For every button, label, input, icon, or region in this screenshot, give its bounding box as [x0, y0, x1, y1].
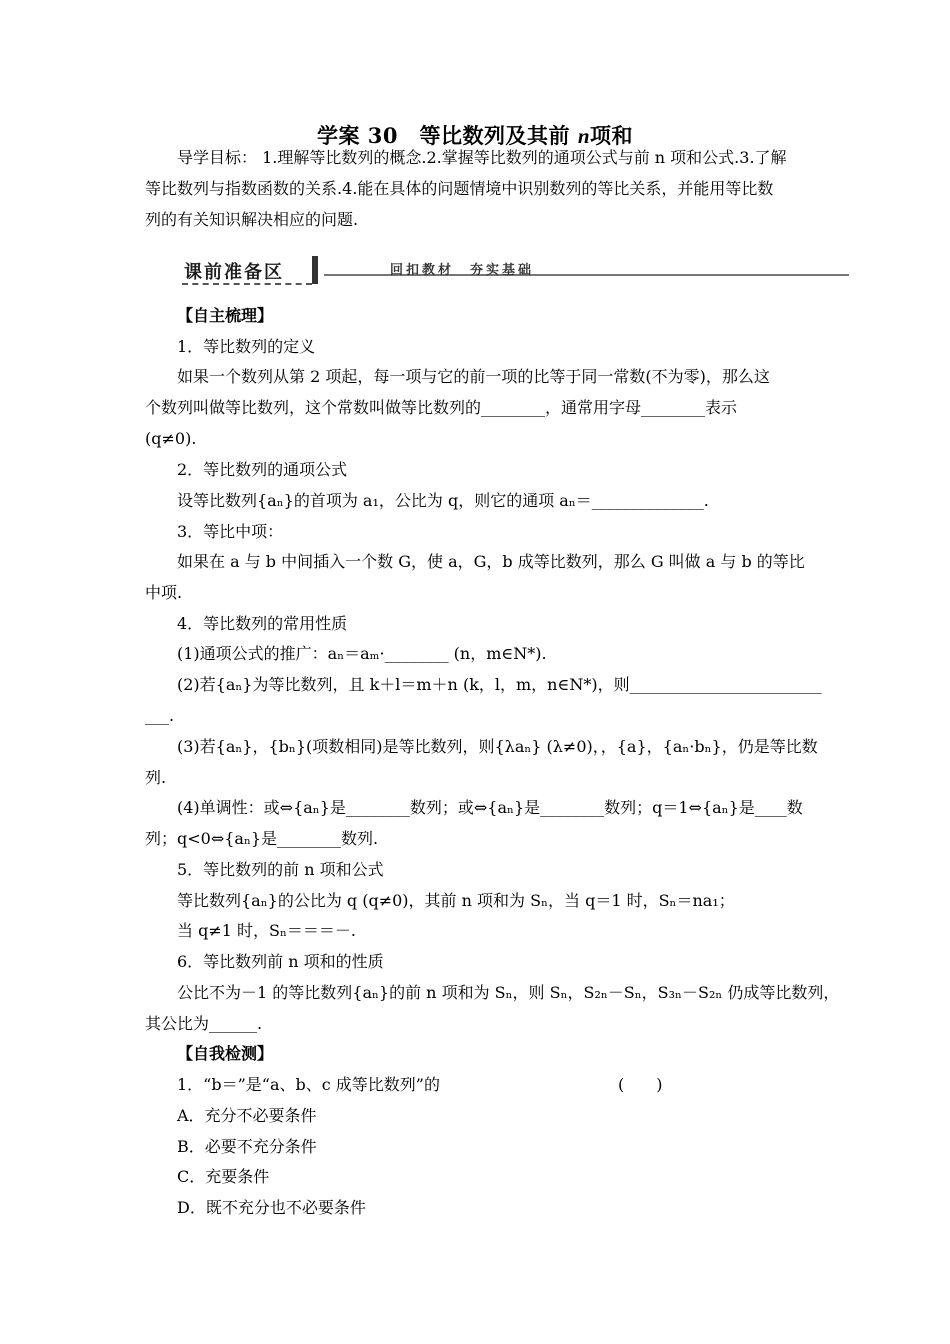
p4-item-1: (1)通项公式的推广：aₙ＝aₘ·________ (n，m∈N*). — [177, 644, 547, 663]
goals-line-3: 列的有关知识解决相应的问题. — [145, 210, 359, 229]
page-title — [0, 120, 950, 150]
q1-option-d: D．既不充分也不必要条件 — [177, 1198, 366, 1217]
p4-heading: 4．等比数列的常用性质 — [177, 614, 348, 633]
p5-line-2: 当 q≠1 时，Sₙ＝＝＝－. — [177, 921, 356, 940]
section-heading-review: 【自主梳理】 — [177, 306, 274, 325]
title-variable: n — [577, 124, 591, 148]
banner-title: 课前准备区 — [184, 262, 284, 283]
p1-heading: 1．等比数列的定义 — [177, 337, 316, 356]
section-banner — [174, 252, 854, 288]
p2-heading: 2．等比数列的通项公式 — [177, 460, 348, 479]
title-suffix: 项和 — [590, 123, 634, 148]
section-heading-test: 【自我检测】 — [177, 1044, 274, 1063]
p3-heading: 3．等比中项： — [177, 522, 284, 541]
q1-stem: 1．“b＝”是“a、b、c 成等比数列”的 — [177, 1075, 440, 1094]
p5-heading: 5．等比数列的前 n 项和公式 — [177, 860, 384, 879]
p1-line-2: 个数列叫做等比数列，这个常数叫做等比数列的________，通常用字母________表示 — [145, 398, 738, 417]
banner-divider-bar — [312, 256, 318, 284]
p4-item-3-line-1: (3)若{aₙ}，{bₙ}(项数相同)是等比数列，则{λaₙ} (λ≠0)，，{a}，{aₙ·bₙ}，仍是等比数 — [177, 737, 818, 756]
p1-line-3: (q≠0). — [145, 429, 197, 448]
q1-answer-bracket: ( ) — [618, 1075, 663, 1094]
q1-option-c: C．充要条件 — [177, 1167, 270, 1186]
p6-heading: 6．等比数列前 n 项和的性质 — [177, 952, 384, 971]
p3-line-2: 中项. — [145, 583, 183, 602]
p4-item-4-line-1: (4)单调性：或⇔{aₙ}是________数列；或⇔{aₙ}是________数列；q＝1⇔{aₙ}是____数 — [177, 798, 803, 817]
goals-line-2: 等比数列与指数函数的关系.4.能在具体的问题情境中识别数列的等比关系，并能用等比数 — [145, 179, 774, 198]
p6-line-2: 其公比为______. — [145, 1014, 263, 1033]
p5-line-1: 等比数列{aₙ}的公比为 q (q≠0)，其前 n 项和为 Sₙ，当 q＝1 时，Sₙ＝na₁； — [177, 891, 735, 910]
p2-line-1: 设等比数列{aₙ}的首项为 a₁，公比为 q，则它的通项 aₙ＝______________. — [177, 491, 709, 510]
p1-line-1: 如果一个数列从第 2 项起，每一项与它的前一项的比等于同一常数(不为零)，那么这 — [177, 367, 770, 386]
p4-item-2-line-2: ___. — [145, 706, 175, 725]
title-text: 学案 30 等比数列及其前 — [316, 123, 571, 148]
p4-item-2-line-1: (2)若{aₙ}为等比数列，且 k＋l＝m＋n (k，l，m，n∈N*)，则________________________ — [177, 675, 822, 694]
p4-item-4-line-2: 列；q<0⇔{aₙ}是________数列. — [145, 829, 379, 848]
q1-option-a: A．充分不必要条件 — [177, 1106, 317, 1125]
goals-line-1: 导学目标： 1.理解等比数列的概念.2.掌握等比数列的通项公式与前 n 项和公式.3.了解 — [177, 148, 787, 167]
banner-dash-underline — [182, 283, 312, 285]
p6-line-1: 公比不为－1 的等比数列{aₙ}的前 n 项和为 Sₙ，则 Sₙ，S₂ₙ－Sₙ，S₃ₙ－S₂ₙ 仍成等比数列， — [177, 983, 840, 1002]
banner-subtitle: 回扣教材 夯实基础 — [390, 263, 535, 278]
p3-line-1: 如果在 a 与 b 中间插入一个数 G，使 a，G，b 成等比数列，那么 G 叫做 a 与 b 的等比 — [177, 552, 805, 571]
p4-item-3-line-2: 列. — [145, 768, 167, 787]
q1-option-b: B．必要不充分条件 — [177, 1137, 317, 1156]
